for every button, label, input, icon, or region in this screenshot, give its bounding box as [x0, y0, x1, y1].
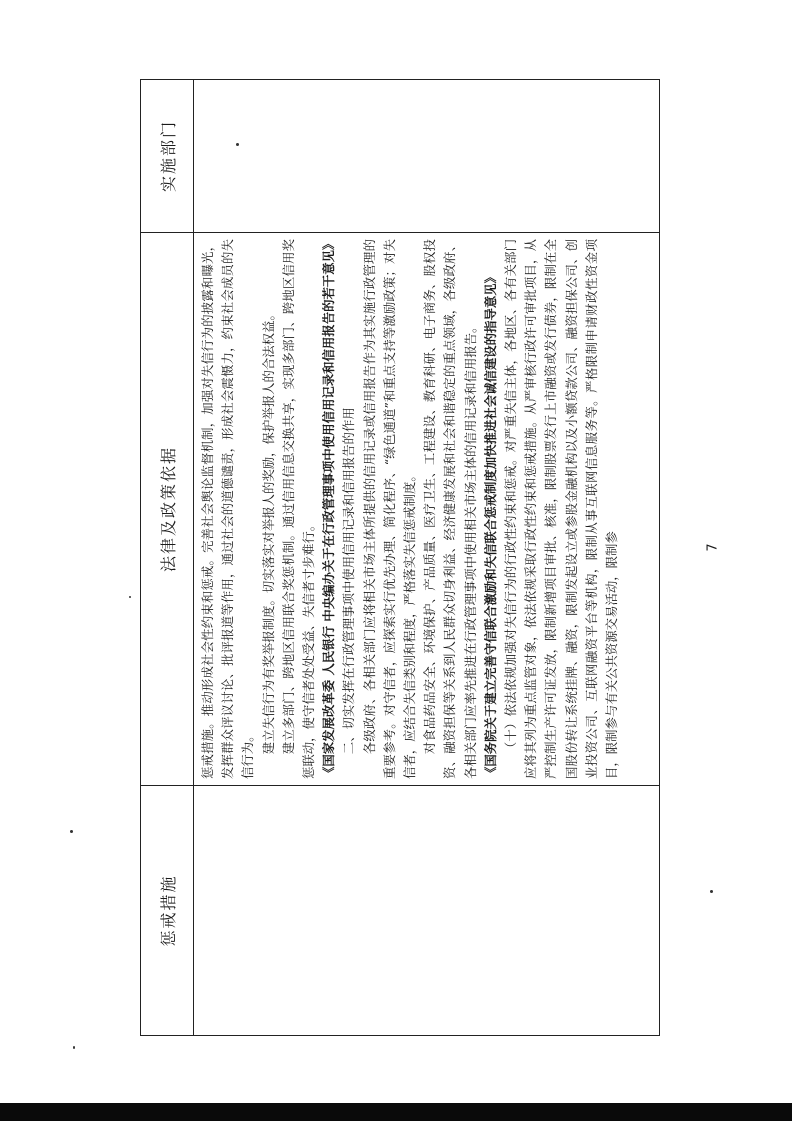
header-measure: 惩戒措施 — [141, 786, 194, 1036]
policy-title: 《国家发展改革委 人民银行 中央编办关于在行政管理事项中使用信用记录和信用报告的若干意见》 — [321, 237, 337, 779]
basis-text — [198, 239, 622, 779]
rotated-page — [140, 80, 660, 1036]
scan-speck — [129, 596, 131, 598]
basis-paragraph: 建立多部门、跨地区信用联合奖惩机制。通过信用信息交换共享，实现多部门、跨地区信用奖惩联动，使守信者处处受益、失信者寸步难行。 — [280, 239, 317, 779]
basis-paragraph: 建立失信行为有奖举报制度。切实落实对举报人的奖励，保护举报人的合法权益。 — [260, 308, 276, 755]
header-dept: 实施部门 — [141, 80, 194, 233]
scan-speck — [710, 890, 713, 893]
basis-paragraph: 对食品药品安全、环境保护、产品质量、医疗卫生、工程建设、教育科研、电子商务、股权投资、融资担保等关系到人民群众切身利益、经济健康发展和社会和谐稳定的重点领域，各级政府、各相关部门应率先推进在行政管理事项中使用相关市场主体的信用记录和信用报告。 — [422, 239, 478, 779]
regulation-table — [140, 79, 660, 1036]
page-number: 7 — [705, 543, 721, 552]
scan-edge-bar — [0, 1103, 792, 1121]
table-header-row — [141, 80, 194, 1036]
header-basis: 法律及政策依据 — [141, 233, 194, 786]
landscape-sheet — [140, 80, 660, 1036]
scan-speck — [70, 830, 73, 833]
basis-cell — [194, 233, 660, 786]
basis-paragraph: 惩戒措施。推动形成社会性约束和惩戒。完善社会舆论监督机制，加强对失信行为的披露和曝光，发挥群众评议讨论、批评报道等作用，通过社会的道德谴责，形成社会震慑力，约束社会成员的失信行为。 — [200, 239, 256, 779]
scan-speck — [73, 1046, 75, 1049]
basis-paragraph: （十）依法依规加强对失信行为的行政性约束和惩戒。对严重失信主体，各地区、各有关部门应将其列为重点监管对象，依法依规采取行政性约束和惩戒措施。从严审核行政许可审批项目，从严控制生产许可证发放，限制新增项目审批、核准，限制股票发行上市融资或发行债券，限制在全国股份转让系统挂牌、融资，限制发起设立或参股金融机构以及小额贷款公司、融资担保公司、创业投资公司、互联网融资平台等机构，限制从事互联网信息服务等。严格限制申请财政性资金项目，限制参与有关公共资源交易活动，限制参 — [503, 239, 620, 779]
table-row — [194, 80, 660, 1036]
policy-title: 《国务院关于建立完善守信联合激励和失信联合惩戒制度加快推进社会诚信建设的指导意见》 — [482, 270, 498, 779]
basis-paragraph: 各级政府、各相关部门应将相关市场主体所提供的信用记录或信用报告作为其实施行政管理的重要参考。对守信者，应探索实行优先办理、简化程序、“绿色通道”和重点支持等激励政策；对失信者，应结合失信类别和程度，严格落实失信惩戒制度。 — [361, 239, 418, 779]
basis-paragraph: 二、切实发挥在行政管理事项中使用信用记录和信用报告的作用 — [341, 407, 357, 755]
measure-cell — [194, 786, 660, 1036]
dept-cell — [194, 80, 660, 233]
